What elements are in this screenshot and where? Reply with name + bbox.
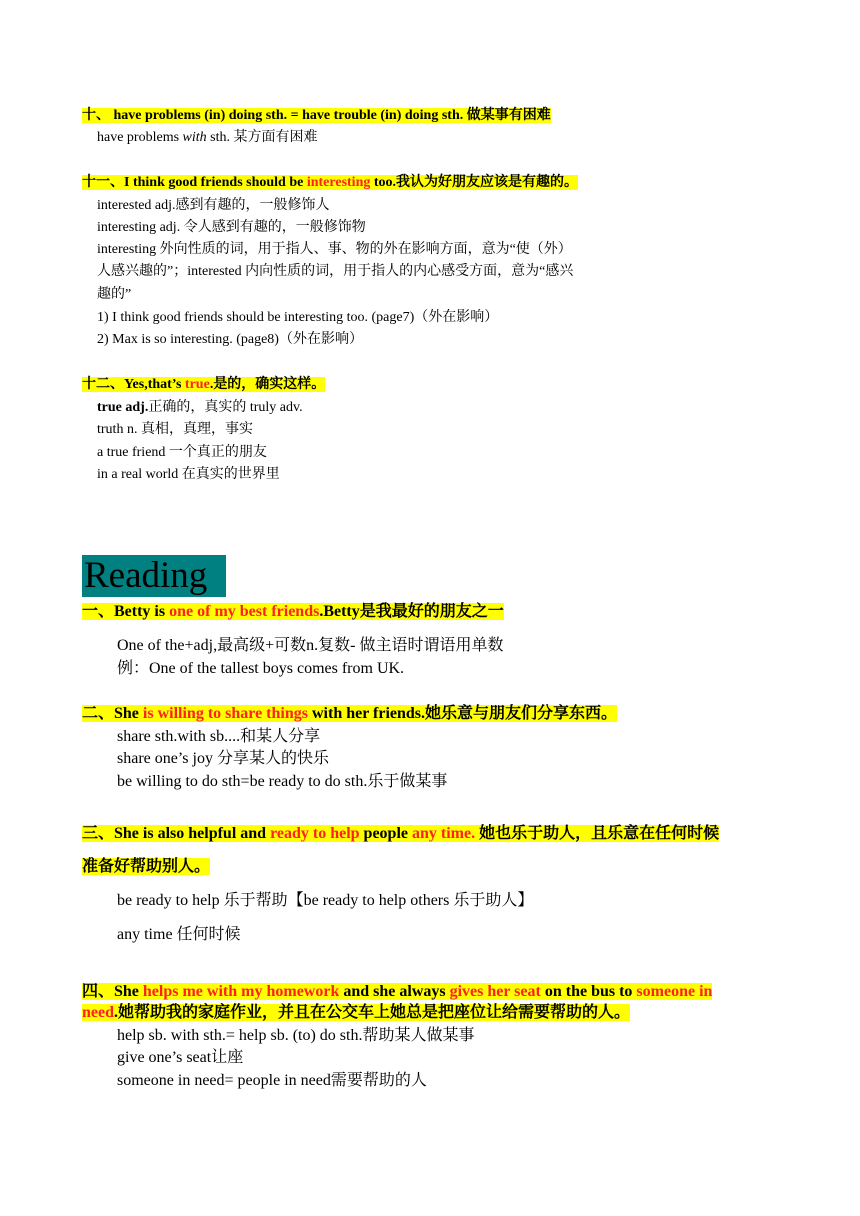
heading-highlight: one of my best friends bbox=[169, 603, 320, 620]
section-11-heading bbox=[82, 175, 578, 192]
heading-highlight: need bbox=[82, 1004, 114, 1021]
heading-highlight: gives her seat bbox=[449, 983, 541, 1000]
heading-text: 十二、Yes,that’s bbox=[82, 377, 185, 392]
heading-text: people bbox=[359, 825, 412, 842]
heading-text: 她也乐于助人，且乐意在任何时候 bbox=[475, 825, 720, 842]
section-11-line: interesting adj. 令人感到有趣的，一般修饰物 bbox=[97, 220, 366, 235]
heading-highlight: is willing to share things bbox=[142, 705, 308, 722]
section-12-line: in a real world 在真实的世界里 bbox=[97, 467, 280, 482]
section-11-line: interested adj.感到有趣的，一般修饰人 bbox=[97, 198, 330, 213]
reading-3-heading bbox=[82, 824, 719, 843]
reading-1-line: 例：One of the tallest boys comes from UK. bbox=[117, 660, 405, 677]
section-11-line: 趣的” bbox=[97, 287, 132, 302]
section-12-line: truth n. 真相，真理，事实 bbox=[97, 422, 253, 437]
heading-highlight: interesting bbox=[306, 175, 371, 190]
section-10-num: 十、 bbox=[82, 108, 110, 123]
heading-text: .是的，确实这样。 bbox=[209, 377, 326, 392]
heading-highlight: true bbox=[184, 377, 210, 392]
term-text: 正确的，真实的 truly adv. bbox=[148, 400, 303, 415]
term-bold: true adj. bbox=[97, 400, 149, 415]
note-italic: with bbox=[182, 130, 207, 145]
heading-text: too.我认为好朋友应该是有趣的。 bbox=[370, 175, 579, 190]
reading-2-line: share sth.with sb....和某人分享 bbox=[117, 728, 321, 745]
reading-4-line: give one’s seat让座 bbox=[117, 1049, 244, 1066]
reading-2-heading bbox=[82, 704, 617, 723]
heading-text: 准备好帮助别人。 bbox=[82, 858, 211, 875]
heading-text: 十一、I think good friends should be bbox=[82, 175, 307, 190]
reading-4-heading-cont bbox=[82, 1003, 630, 1022]
reading-4-line: someone in need= people in need需要帮助的人 bbox=[117, 1072, 427, 1089]
section-12-heading bbox=[82, 377, 325, 394]
heading-highlight: someone in bbox=[636, 983, 713, 1000]
reading-3-heading-cont bbox=[82, 857, 210, 876]
reading-4-heading bbox=[82, 982, 712, 1001]
section-12-line: a true friend 一个真正的朋友 bbox=[97, 445, 267, 460]
reading-3-line: be ready to help 乐于帮助【be ready to help others 乐于助人】 bbox=[117, 892, 534, 909]
reading-1-line: One of the+adj,最高级+可数n.复数- 做主语时谓语用单数 bbox=[117, 637, 504, 654]
section-10-title: have problems (in) doing sth. = have trouble (in) doing sth. 做某事有困难 bbox=[110, 108, 551, 123]
heading-text: 一、Betty is bbox=[82, 603, 170, 620]
heading-text: on the bus to bbox=[540, 983, 637, 1000]
note-text: sth. 某方面有困难 bbox=[206, 130, 318, 145]
section-10-note bbox=[97, 130, 318, 147]
heading-text: 四、She bbox=[82, 983, 143, 1000]
section-10-heading bbox=[82, 108, 551, 125]
reading-4-line: help sb. with sth.= help sb. (to) do sth.帮助某人做某事 bbox=[117, 1027, 475, 1044]
heading-highlight: any time. bbox=[412, 825, 476, 842]
section-11-example: 1) I think good friends should be interesting too. (page7)（外在影响） bbox=[97, 310, 499, 325]
heading-text: and she always bbox=[339, 983, 450, 1000]
note-text: have problems bbox=[97, 130, 183, 145]
section-12-line bbox=[97, 400, 303, 417]
heading-highlight: ready to help bbox=[270, 825, 360, 842]
reading-1-heading bbox=[82, 602, 504, 621]
reading-heading bbox=[82, 555, 226, 597]
heading-highlight: helps me with my homework bbox=[142, 983, 340, 1000]
heading-text: 二、She bbox=[82, 705, 143, 722]
reading-3-line: any time 任何时候 bbox=[117, 926, 241, 943]
reading-heading-text: Reading bbox=[84, 555, 208, 596]
section-11-example: 2) Max is so interesting. (page8)（外在影响） bbox=[97, 332, 363, 347]
reading-2-line: be willing to do sth=be ready to do sth.乐于做某事 bbox=[117, 773, 448, 790]
reading-2-line: share one’s joy 分享某人的快乐 bbox=[117, 750, 329, 767]
heading-text: 三、She is also helpful and bbox=[82, 825, 271, 842]
section-11-line: 人感兴趣的”；interested 内向性质的词，用于指人的内心感受方面，意为“感兴 bbox=[97, 264, 574, 279]
heading-text: with her friends.她乐意与朋友们分享东西。 bbox=[307, 705, 618, 722]
heading-text: .Betty是我最好的朋友之一 bbox=[319, 603, 504, 620]
heading-text: .她帮助我的家庭作业，并且在公交车上她总是把座位让给需要帮助的人。 bbox=[114, 1004, 631, 1021]
section-11-line: interesting 外向性质的词，用于指人、事、物的外在影响方面，意为“使（外） bbox=[97, 242, 572, 257]
